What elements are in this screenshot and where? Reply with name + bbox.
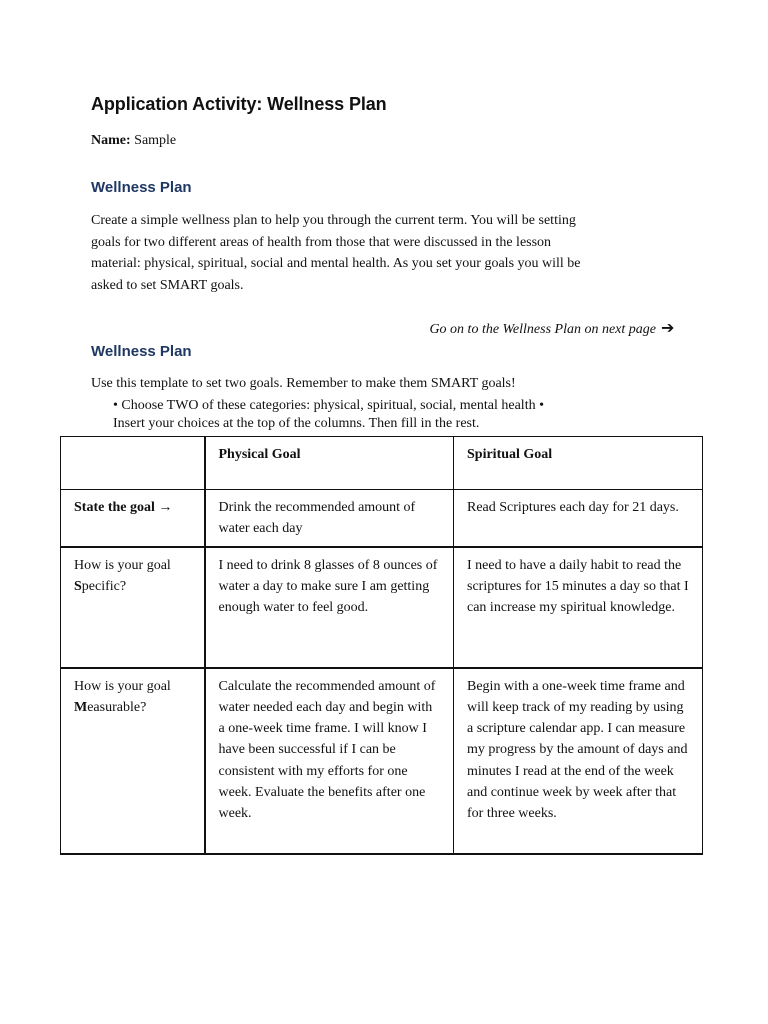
row-label-suffix: easurable?	[87, 699, 147, 715]
table-header-spiritual-goal: Spiritual Goal	[454, 437, 703, 490]
name-value: Sample	[134, 133, 177, 148]
table-cell-spiritual-goal: Read Scriptures each day for 21 days.	[454, 490, 703, 547]
row-label-smart-letter: S	[74, 578, 82, 594]
template-instructions: Use this template to set two goals. Remember to make them SMART goals!	[91, 376, 516, 391]
intro-paragraph	[91, 210, 661, 296]
name-line	[91, 133, 176, 149]
table-cell-spiritual-specific: I need to have a daily habit to read the scriptures for 15 minutes a day so that I can increase my spiritual knowledge.	[454, 547, 703, 668]
row-label-smart-letter: M	[74, 699, 88, 715]
row-label-state-goal: State the goal →	[61, 490, 205, 547]
row-label-suffix: pecific?	[81, 578, 127, 594]
section-heading: Wellness Plan	[91, 179, 192, 196]
table-header-physical-goal: Physical Goal	[205, 437, 454, 490]
bullet-line: Insert your choices at the top of the columns. Then fill in the rest.	[113, 416, 480, 431]
intro-paragraph-line: Create a simple wellness plan to help you through the current term. You will be setting	[91, 213, 576, 228]
row-label-prefix: How is your goal	[74, 557, 171, 573]
table-cell-physical-goal: Drink the recommended amount of water each day	[205, 490, 454, 547]
section-heading: Wellness Plan	[91, 343, 192, 360]
table-header-cell-empty	[61, 437, 205, 490]
next-page-note: Go on to the Wellness Plan on next page	[429, 322, 656, 337]
row-label-measurable	[61, 668, 205, 854]
right-arrow-icon: ➔	[661, 318, 675, 337]
page-title: Application Activity: Wellness Plan	[91, 94, 387, 114]
table-row	[61, 547, 703, 668]
table-row	[61, 490, 703, 547]
intro-paragraph-line: material: physical, spiritual, social and mental health. As you set your goals you will be	[91, 256, 581, 271]
intro-paragraph-line: asked to set SMART goals.	[91, 277, 244, 293]
name-label: Name:	[91, 133, 131, 148]
intro-paragraph-line: goals for two different areas of health from those that were discussed in the lesson	[91, 234, 552, 250]
table-cell-physical-measurable: Calculate the recommended amount of water needed each day and begin with a one-week time frame. I will know I have been successful if I can be consistent with my efforts for one week. Evaluate the benefits after one week.	[205, 668, 454, 854]
table-header-row	[61, 437, 703, 490]
table-row	[61, 668, 703, 854]
table-cell-spiritual-measurable: Begin with a one-week time frame and will keep track of my reading by using a scripture calendar app. I can measure my progress by the amount of days and minutes I read at the end of the week and continue week by week after that for three weeks.	[454, 668, 703, 854]
goal-table	[60, 436, 703, 855]
table-cell-physical-specific: I need to drink 8 glasses of 8 ounces of water a day to make sure I am getting enough water to feel good.	[205, 547, 454, 668]
row-label-prefix: How is your goal	[74, 678, 171, 694]
row-label-specific	[61, 547, 205, 668]
bullet-line: • Choose TWO of these categories: physical, spiritual, social, mental health •	[113, 398, 544, 413]
